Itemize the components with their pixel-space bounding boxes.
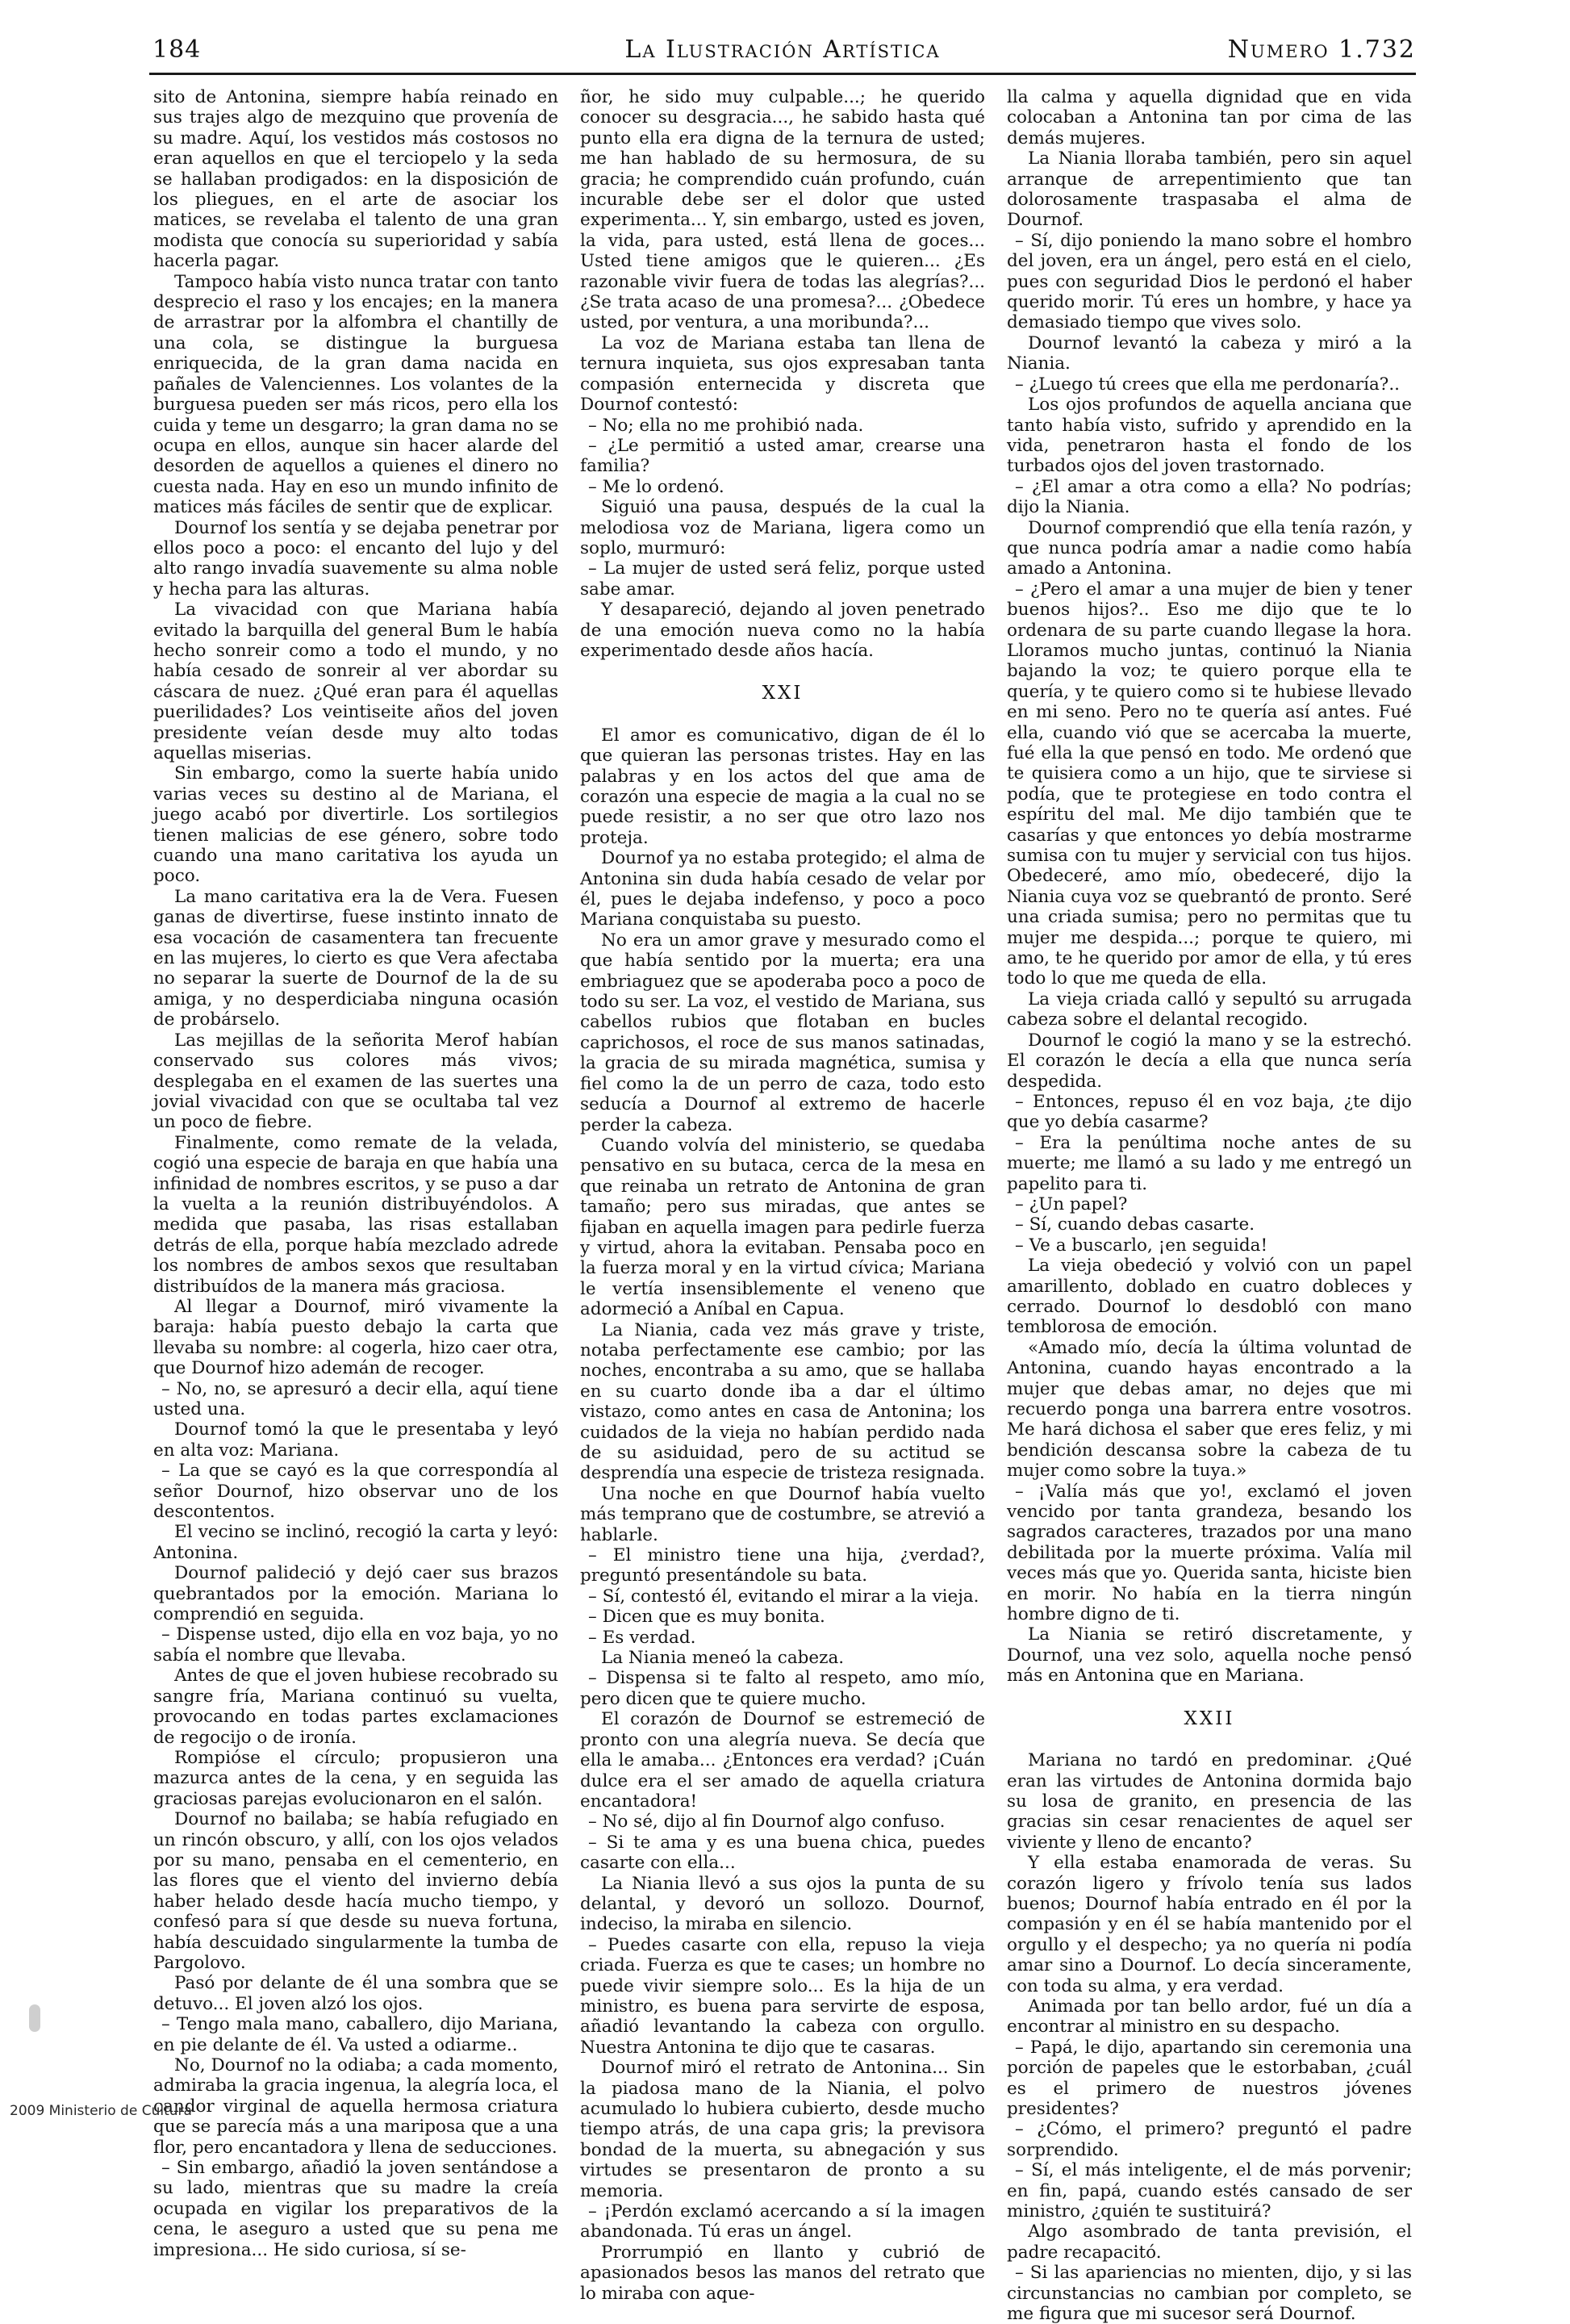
dialogue-paragraph: – Puedes casarte con ella, repuso la vieja criada. Fuerza es que te cases; un hombre no puede vivir siempre solo... Es la hija de un ministro, es buena para servirte de esposa, añadió levantando la cabeza con orgullo. Nuestra Antonina te dijo que te casaras. <box>580 1934 985 2058</box>
paragraph: Pasó por delante de él una sombra que se detuvo... El joven alzó los ojos. <box>153 1973 558 2014</box>
paragraph: La Niania, cada vez más grave y triste, notaba perfectamente ese cambio; por las noches, encontraba a su amo, que se hallaba en su cuarto donde iba a dar el último vistazo, como antes en casa de Antonina; los cuidados de la vieja no habían perdido nada de su asiduidad, pero de su actitud se desprendía una especie de tristeza resignada. <box>580 1319 985 1484</box>
scan-artifact <box>29 2004 40 2032</box>
chapter-heading: XXII <box>1184 1707 1235 1729</box>
paragraph: Dournof los sentía y se dejaba penetrar por ellos poco a poco: el encanto del lujo y del alto rango invadía suavemente su alma noble y hecha para las alturas. <box>153 517 558 600</box>
dialogue-paragraph: – Sí, contestó él, evitando el mirar a la vieja. <box>588 1586 979 1607</box>
paragraph: El corazón de Dournof se estremeció de pronto con una alegría nueva. Se decía que ella le amaba... ¿Entonces era verdad? ¡Cuán dulce era el ser amado de aquella criatura encantadora! <box>580 1709 985 1812</box>
paragraph: La Niania meneó la cabeza. <box>601 1648 845 1669</box>
paragraph: lla calma y aquella dignidad que en vida colocaban a Antonina tan por cima de las demás mujeres. <box>1007 87 1412 148</box>
dialogue-paragraph: – Me lo ordenó. <box>588 476 724 497</box>
dialogue-paragraph: – Tengo mala mano, caballero, dijo Mariana, en pie delante de él. Va usted a odiarme.. <box>153 2014 558 2055</box>
footer-copyright: 2009 Ministerio de Cultura <box>10 2103 192 2119</box>
paragraph: El vecino se inclinó, recogió la carta y leyó: Antonina. <box>153 1522 558 1563</box>
publication-title: La Ilustración Artística <box>624 36 941 64</box>
paragraph: No era un amor grave y mesurado como el que había sentido por la muerta; era una embriaguez que se apoderaba poco a poco de todo su ser. La voz, el vestido de Mariana, sus cabellos rubios que flotaban en bucles caprichosos, el roce de sus manos satinadas, la gracia de su mirada magnética, sumisa y fiel como la de un perro de caza, todo esto seducía a Dournof al extremo de hacerle perder la cabeza. <box>580 930 985 1135</box>
dialogue-paragraph: – La mujer de usted será feliz, porque usted sabe amar. <box>580 558 985 600</box>
dialogue-paragraph: – Sí, dijo poniendo la mano sobre el hombro del joven, era un ángel, pero está en el cielo, pues con seguridad Dios le perdonó el haber querido morir. Tú eres un hombre, y hace ya demasiado tiempo que vives solo. <box>1007 230 1412 333</box>
paragraph: Sin embargo, como la suerte había unido varias veces su destino al de Mariana, el juego acabó por divertirle. Los sortilegios tienen malicias de ese género, sobre todo cuando una mano caritativa los ayuda un poco. <box>153 763 558 887</box>
page-header <box>149 34 1416 75</box>
dialogue-paragraph: – Si te ama y es una buena chica, puedes casarte con ella... <box>580 1832 985 1874</box>
dialogue-paragraph: – ¿El amar a otra como a ella? No podrías; dijo la Niania. <box>1007 476 1412 518</box>
dialogue-paragraph: – El ministro tiene una hija, ¿verdad?, preguntó presentándole su bata. <box>580 1545 985 1586</box>
text-column-left <box>153 87 558 2260</box>
paragraph: Rompióse el círculo; propusieron una mazurca antes de la cena, y en seguida las graciosas parejas evolucionaron en el salón. <box>153 1747 558 1809</box>
paragraph: La Niania se retiró discretamente, y Dournof, una vez solo, aquella noche pensó más en Antonina que en Mariana. <box>1007 1624 1412 1687</box>
dialogue-paragraph: – La que se cayó es la que correspondía al señor Dournof, hizo observar uno de los descontentos. <box>153 1461 558 1523</box>
dialogue-paragraph: – Era la penúltima noche antes de su muerte; me llamó a su lado y me entregó un papelito para ti. <box>1007 1132 1412 1194</box>
issue-number: Numero 1.732 <box>1227 36 1416 64</box>
dialogue-paragraph: – ¿Cómo, el primero? preguntó el padre sorprendido. <box>1007 2119 1412 2160</box>
paragraph: Dournof comprendió que ella tenía razón, y que nunca podría amar a nadie como había amado a Antonina. <box>1007 517 1412 579</box>
dialogue-paragraph: – Sí, el más inteligente, el de más porvenir; en fin, papá, cuando estés cansado de ser ministro, ¿quién te sustituirá? <box>1007 2160 1412 2222</box>
dialogue-paragraph: – Sin embargo, añadió la joven sentándose a su lado, mientras que su madre la creía ocupada en vigilar los preparativos de la cena, le aseguro a usted que su pena me impresiona... He sido curiosa, sí se- <box>153 2158 558 2260</box>
paragraph: «Amado mío, decía la última voluntad de Antonina, cuando hayas encontrado a la mujer que debas amar, no dejes que mi recuerdo ponga una barrera entre vosotros. Me hará dichosa el saber que eres feliz, y mi bendición descansa sobre la cabeza de tu mujer como sobre la tuya.» <box>1007 1337 1412 1482</box>
text-column-middle <box>580 87 985 2304</box>
paragraph: Dournof tomó la que le presentaba y leyó en alta voz: Mariana. <box>153 1419 558 1461</box>
dialogue-paragraph: – ¿Un papel? <box>1015 1193 1128 1214</box>
dialogue-paragraph: – ¿Le permitió a usted amar, crearse una familia? <box>580 435 985 477</box>
dialogue-paragraph: – No, no, se apresuró a decir ella, aquí tiene usted una. <box>153 1378 558 1419</box>
paragraph: Dournof miró el retrato de Antonina... Sin la piadosa mano de la Niania, el polvo acumulado lo hubiera cubierto, desde mucho tiempo atrás, de una capa gris; la previsora bondad de la muerta, su abnegación y sus virtudes se presentaron de pronto a su memoria. <box>580 2058 985 2201</box>
dialogue-paragraph: – Ve a buscarlo, ¡en seguida! <box>1015 1235 1268 1256</box>
paragraph: La voz de Mariana estaba tan llena de ternura inquieta, sus ojos expresaban tanta compasión enternecida y discreta que Dournof contestó: <box>580 332 985 416</box>
paragraph: La vieja obedeció y volvió con un papel amarillento, doblado en cuatro dobleces y cerrado. Dournof lo desdobló con mano temblorosa de emoción. <box>1007 1256 1412 1338</box>
dialogue-paragraph: – ¿Luego tú crees que ella me perdonaría?.. <box>1015 374 1400 395</box>
paragraph: Los ojos profundos de aquella anciana que tanto había visto, sufrido y aprendido en la vida, penetraron hasta el fondo de los turbados ojos del joven trastornado. <box>1007 395 1412 477</box>
paragraph: Cuando volvía del ministerio, se quedaba pensativo en su butaca, cerca de la mesa en que reinaba un retrato de Antonina de gran tamaño; pero sus miradas, que antes se fijaban en aquella imagen para pedirle fuerza y virtud, ahora la evitaban. Pensaba poco en la fuerza moral y en la virtud cívica; Mariana le vertía insensiblemente el veneno que adormeció a Aníbal en Capua. <box>580 1135 985 1320</box>
paragraph: Antes de que el joven hubiese recobrado su sangre fría, Mariana continuó su vuelta, provocando en todas partes exclamaciones de regocijo o de ironía. <box>153 1666 558 1748</box>
paragraph: Dournof palideció y dejó caer sus brazos quebrantados por la emoción. Mariana lo comprendió en seguida. <box>153 1563 558 1625</box>
text-column-right <box>1007 87 1412 2324</box>
dialogue-paragraph: – Entonces, repuso él en voz baja, ¿te dijo que yo debía casarme? <box>1007 1091 1412 1133</box>
paragraph: Al llegar a Dournof, miró vivamente la baraja: había puesto debajo la carta que llevaba su nombre: al cogerla, hizo caer otra, que Dournof hizo ademán de recoger. <box>153 1296 558 1379</box>
dialogue-paragraph: – Es verdad. <box>588 1627 696 1648</box>
dialogue-paragraph: – No sé, dijo al fin Dournof algo confuso. <box>588 1812 946 1833</box>
paragraph: ñor, he sido muy culpable...; he querido conocer su desgracia..., he sabido hasta qué punto ella era digna de la ternura de usted; me han hablado de su hermosura, de su gracia; he comprendido cuán profundo, cuán incurable debe ser el dolor que usted experimenta... Y, sin embargo, usted es joven, la vida, para usted, está llena de goces... Usted tiene amigos que le quieren... ¿Es razonable vivir fuera de todas las alegrías?... ¿Se trata acaso de una promesa?... ¿Obedece usted, por ventura, a una moribunda?... <box>580 87 985 333</box>
article-body <box>153 87 1416 2324</box>
dialogue-paragraph: – Si las apariencias no mienten, dijo, y si las circunstancias no cambian por completo, se me figura que mi sucesor será Dournof. <box>1007 2263 1412 2324</box>
dialogue-paragraph: – No; ella no me prohibió nada. <box>588 415 864 436</box>
paragraph: Siguió una pausa, después de la cual la melodiosa voz de Mariana, ligera como un soplo, murmuró: <box>580 497 985 558</box>
dialogue-paragraph: – ¡Valía más que yo!, exclamó el joven vencido por tanta grandeza, besando los sagrados caracteres, trazados por una mano debilitada por la muerte próxima. Valía mil veces más que yo. Querida santa, hiciste bien en morir. No había en la tierra ningún hombre digno de ti. <box>1007 1481 1412 1625</box>
paragraph: Animada por tan bello ardor, fué un día a encontrar al ministro en su despacho. <box>1007 1996 1412 2038</box>
chapter-heading: XXI <box>762 683 804 704</box>
paragraph: La Niania lloraba también, pero sin aquel arranque de arrepentimiento que tan dolorosamente traspasaba el alma de Dournof. <box>1007 148 1412 231</box>
paragraph: Dournof no bailaba; se había refugiado en un rincón obscuro, y allí, con los ojos velados por su mano, pensaba en el cementerio, en las flores que el viento del invierno debía haber helado desde hacía mucho tiempo, y confesó para sí que desde su nueva fortuna, había descuidado singularmente la tumba de Pargolovo. <box>153 1809 558 1973</box>
dialogue-paragraph: – Dispense usted, dijo ella en voz baja, yo no sabía el nombre que llevaba. <box>153 1624 558 1666</box>
paragraph: La vieja criada calló y sepultó su arrugada cabeza sobre el delantal recogido. <box>1007 989 1412 1030</box>
dialogue-paragraph: – Papá, le dijo, apartando sin ceremonia una porción de papeles que le estorbaban, ¿cuál es el primero de nuestros jóvenes presidentes? <box>1007 2037 1412 2119</box>
dialogue-paragraph: – ¿Pero el amar a una mujer de bien y tener buenos hijos?.. Eso me dijo que te lo ordenara de su parte cuando llegase la hora. Lloramos mucho juntas, continuó la Niania bajando la voz; te quiero porque ella te quería, y te quiero como si te hubiese llevado en mi seno. Pero no te quería así antes. Fué ella, cuando vió que se acercaba la muerte, fué ella la que pensó en todo. Me ordenó que te quisiera como a un hijo, que te sirviese si podía, que te protegiese en todo contra el espíritu del mal. Me dijo también que te casarías y que entonces yo debía mostrarme sumisa con tu mujer y servicial con tus hijos. Obedeceré, amo mío, obedeceré, dijo la Niania cuya voz se quebrantó de pronto. Seré una criada sumisa; pero no permitas que tu mujer me despida...; porque te quiero, mi amo, te he querido por amor de ella, y tú eres todo lo que me queda de ella. <box>1007 579 1412 989</box>
paragraph: Tampoco había visto nunca tratar con tanto desprecio el raso y los encajes; en la manera de arrastrar por la alfombra el chantilly de una cola, se distingue la burguesa enriquecida, de la gran dama nacida en pañales de Valenciennes. Los volantes de la burguesa pueden ser más ricos, pero ella los cuida y teme un desgarro; la gran dama no se ocupa en ellos, aunque sin hacer alarde del desorden de aquellos a quienes el dinero no cuesta nada. Hay en eso un mundo infinito de matices más fáciles de sentir que de explicar. <box>153 271 558 518</box>
paragraph: sito de Antonina, siempre había reinado en sus trajes algo de mezquino que provenía de su madre. Aquí, los vestidos más costosos no eran aquellos en que el terciopelo y la seda se hallaban prodigados: en la disposición de los pliegues, en el arte de asociar los matices, se revelaba el talento de una gran modista que conocía su superioridad y sabía hacerla pagar. <box>153 87 558 272</box>
paragraph: Finalmente, como remate de la velada, cogió una especie de baraja en que había una infinidad de nombres escritos, y se puso a dar la vuelta a la reunión distribuyéndolos. A medida que pasaba, las risas estallaban detrás de ella, porque había mezclado adrede los nombres de ambos sexos que resultaban distribuídos de la manera más graciosa. <box>153 1132 558 1297</box>
page-number: 184 <box>152 36 202 64</box>
paragraph: Dournof le cogió la mano y se la estrechó. El corazón le decía a ella que nunca sería despedida. <box>1007 1030 1412 1092</box>
paragraph: Mariana no tardó en predominar. ¿Qué eran las virtudes de Antonina dormida bajo su losa de granito, en presencia de las gracias sin cesar renacientes de aquel ser viviente y lleno de encanto? <box>1007 1750 1412 1853</box>
paragraph: Prorrumpió en llanto y cubrió de apasionados besos las manos del retrato que lo miraba con aque- <box>580 2242 985 2304</box>
paragraph: Dournof ya no estaba protegido; el alma de Antonina sin duda había cesado de velar por él, pues le dejaba indefenso, y poco a poco Mariana conquistaba su puesto. <box>580 848 985 930</box>
paragraph: La mano caritativa era la de Vera. Fuesen ganas de divertirse, fuese instinto innato de esa vocación de casamentera tan frecuente en las mujeres, lo cierto es que Vera afectaba no separar la suerte de Dournof de la de su amiga, y no desperdiciaba ninguna ocasión de probárselo. <box>153 886 558 1030</box>
dialogue-paragraph: – Dicen que es muy bonita. <box>588 1607 825 1628</box>
paragraph: Y desapareció, dejando al joven penetrado de una emoción nueva como no la había experimentado desde años hacía. <box>580 600 985 661</box>
paragraph: La Niania llevó a sus ojos la punta de su delantal, y devoró un sollozo. Dournof, indeciso, la miraba en silencio. <box>580 1873 985 1935</box>
paragraph: Las mejillas de la señorita Merof habían conservado sus colores más vivos; desplegaba en el examen de las suertes una jovial vivacidad con que se ocultaba tal vez un poco de fiebre. <box>153 1030 558 1133</box>
paragraph: Dournof levantó la cabeza y miró a la Niania. <box>1007 332 1412 374</box>
paragraph: Algo asombrado de tanta previsión, el padre recapacitó. <box>1007 2222 1412 2263</box>
paragraph: No, Dournof no la odiaba; a cada momento, admiraba la gracia ingenua, la alegría loca, el candor virginal de aquella hermosa criatura que se parecía más a una mariposa que a una flor, pero encantadora y llena de seducciones. <box>153 2055 558 2158</box>
paragraph: El amor es comunicativo, digan de él lo que quieran las personas tristes. Hay en las palabras y en los actos del que ama de corazón una especie de magia a la cual no se puede resistir, a no ser que otro lazo nos proteja. <box>580 725 985 848</box>
dialogue-paragraph: – Dispensa si te falto al respeto, amo mío, pero dicen que te quiere mucho. <box>580 1668 985 1709</box>
paragraph: Y ella estaba enamorada de veras. Su corazón ligero y frívolo tenía sus lados buenos; Dournof había entrado en él por la compasión y en él se había mantenido por el orgullo y el despecho; ya no quería ni podía amar sino a Dournof. Lo decía sinceramente, con toda su alma, y era verdad. <box>1007 1853 1412 1996</box>
paragraph: La vivacidad con que Mariana había evitado la barquilla del general Bum le había hecho sonreir como a todo el mundo, y no había cesado de sonreir al ver abordar su cáscara de nuez. ¿Qué eran para él aquellas puerilidades? Los veintiseite años del joven presidente veían desde muy alto todas aquellas miserias. <box>153 600 558 763</box>
dialogue-paragraph: – ¡Perdón exclamó acercando a sí la imagen abandonada. Tú eras un ángel. <box>580 2201 985 2242</box>
dialogue-paragraph: – Sí, cuando debas casarte. <box>1015 1214 1255 1235</box>
paragraph: Una noche en que Dournof había vuelto más temprano que de costumbre, se atrevió a hablarle. <box>580 1483 985 1545</box>
